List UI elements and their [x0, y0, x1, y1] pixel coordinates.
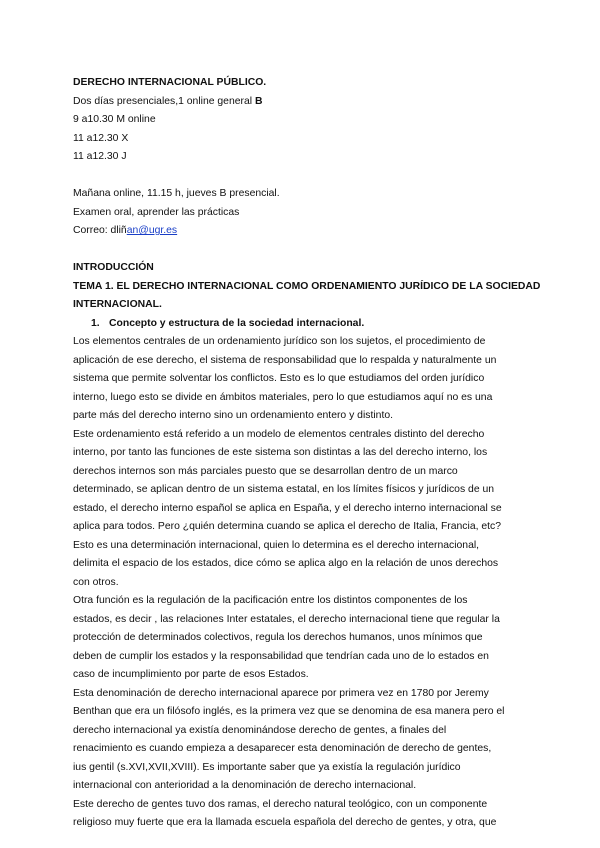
time-slot: 11 a12.30 J — [73, 151, 127, 162]
body-line: aplicación de ese derecho, el sistema de responsabilidad que lo respalda y naturalmente un — [73, 354, 497, 366]
item-title: Concepto y estructura de la sociedad internacional. — [109, 317, 365, 329]
body-line: aplica para todos. Pero ¿quién determina cuando se aplica el derecho de Italia, Francia, etc? — [73, 521, 502, 532]
topic-heading-line2: INTERNACIONAL. — [73, 299, 162, 310]
spacer — [73, 241, 531, 260]
note-line: Mañana online, 11.15 h, jueves B presencial. — [73, 188, 280, 199]
body-line: caso de incumplimiento por parte de esos Estados. — [73, 669, 309, 680]
schedule-group: B — [254, 95, 263, 107]
body-line: internacional con anterioridad a la denominación de derecho internacional. — [73, 780, 417, 791]
body-line: interno, luego esto se divide en ámbitos materiales, pero lo que estudiamos aquí no es una — [73, 391, 493, 403]
section-heading: INTRODUCCIÓN — [73, 262, 154, 273]
body-line: Este ordenamiento está referido a un modelo de elementos centrales distinto del derecho — [73, 428, 485, 440]
email-label: Correo: dliñ — [73, 225, 127, 236]
course-title: DERECHO INTERNACIONAL PÚBLICO. — [73, 77, 267, 88]
body-line: Benthan que era un filósofo inglés, es la primera vez que se denomina de esa manera pero el — [73, 706, 505, 717]
body-line: deben de cumplir los estados y la responsabilidad que tendrían cada uno de lo estados en — [73, 650, 489, 662]
numbered-subheading — [73, 315, 531, 334]
topic-heading-line1: TEMA 1. EL DERECHO INTERNACIONAL COMO ORDENAMIENTO JURÍDICO DE LA SOCIEDAD — [73, 280, 541, 292]
body-line: religioso muy fuerte que era la llamada escuela española del derecho de gentes, y otra, que — [73, 817, 497, 828]
body-line: con otros. — [73, 576, 119, 588]
body-line: derecho internacional ya existía denominándose derecho de gentes, a finales del — [73, 724, 447, 736]
time-slot: 9 a10.30 M online — [73, 114, 156, 125]
body-line: Este derecho de gentes tuvo dos ramas, el derecho natural teológico, con un componente — [73, 798, 488, 810]
body-line: estados, es decir , las relaciones Inter estatales, el derecho internacional tiene que regular la — [73, 613, 500, 625]
body-line: determinado, se aplican dentro de un sistema estatal, en los límites físicos y jurídicos de un — [73, 484, 495, 495]
body-line: Los elementos centrales de un ordenamiento jurídico son los sujetos, el procedimiento de — [73, 336, 486, 347]
schedule-text: Dos días presenciales,1 online general — [73, 95, 255, 107]
document-content — [73, 74, 541, 833]
email-link[interactable]: an@ugr.es — [126, 225, 178, 236]
spacer — [73, 167, 531, 186]
body-line: ius gentil (s.XVI,XVII,XVIII). Es importante saber que ya existía la regulación jurídico — [73, 761, 461, 773]
body-line: Esta denominación de derecho internacional aparece por primera vez en 1780 por Jeremy — [73, 687, 489, 699]
body-line: protección de determinados colectivos, regula los derechos humanos, unos mínimos que — [73, 632, 483, 643]
body-line: parte más del derecho interno sino un ordenamiento entero y distinto. — [73, 410, 393, 421]
item-number: 1. — [91, 317, 100, 329]
body-line: Otra función es la regulación de la pacificación entre los distintos componentes de los — [73, 595, 468, 606]
body-line: delimita el espacio de los estados, dice cómo se aplica algo en la relación de unos derechos — [73, 558, 499, 569]
email-line — [73, 222, 531, 241]
body-line: Esto es una determinación internacional, quien lo determina es el derecho internacional, — [73, 539, 480, 551]
body-line: interno, por tanto las funciones de este sistema son distintas a las del derecho interno, los — [73, 447, 488, 458]
body-line: estado, el derecho interno español se aplica en España, y el derecho interno internacional se — [73, 502, 502, 514]
schedule-line — [73, 93, 531, 112]
body-line: derechos internos son más parciales puesto que se desarrollan dentro de un marco — [73, 465, 458, 477]
time-slot: 11 a12.30 X — [73, 132, 129, 144]
note-line: Examen oral, aprender las prácticas — [73, 206, 240, 218]
body-text — [73, 333, 531, 833]
body-line: sistema que permite solventar los conflictos. Esto es lo que estudiamos del orden jurídico — [73, 373, 485, 384]
body-line: renacimiento es cuando empieza a desaparecer esta denominación de derecho de gentes, — [73, 743, 492, 754]
